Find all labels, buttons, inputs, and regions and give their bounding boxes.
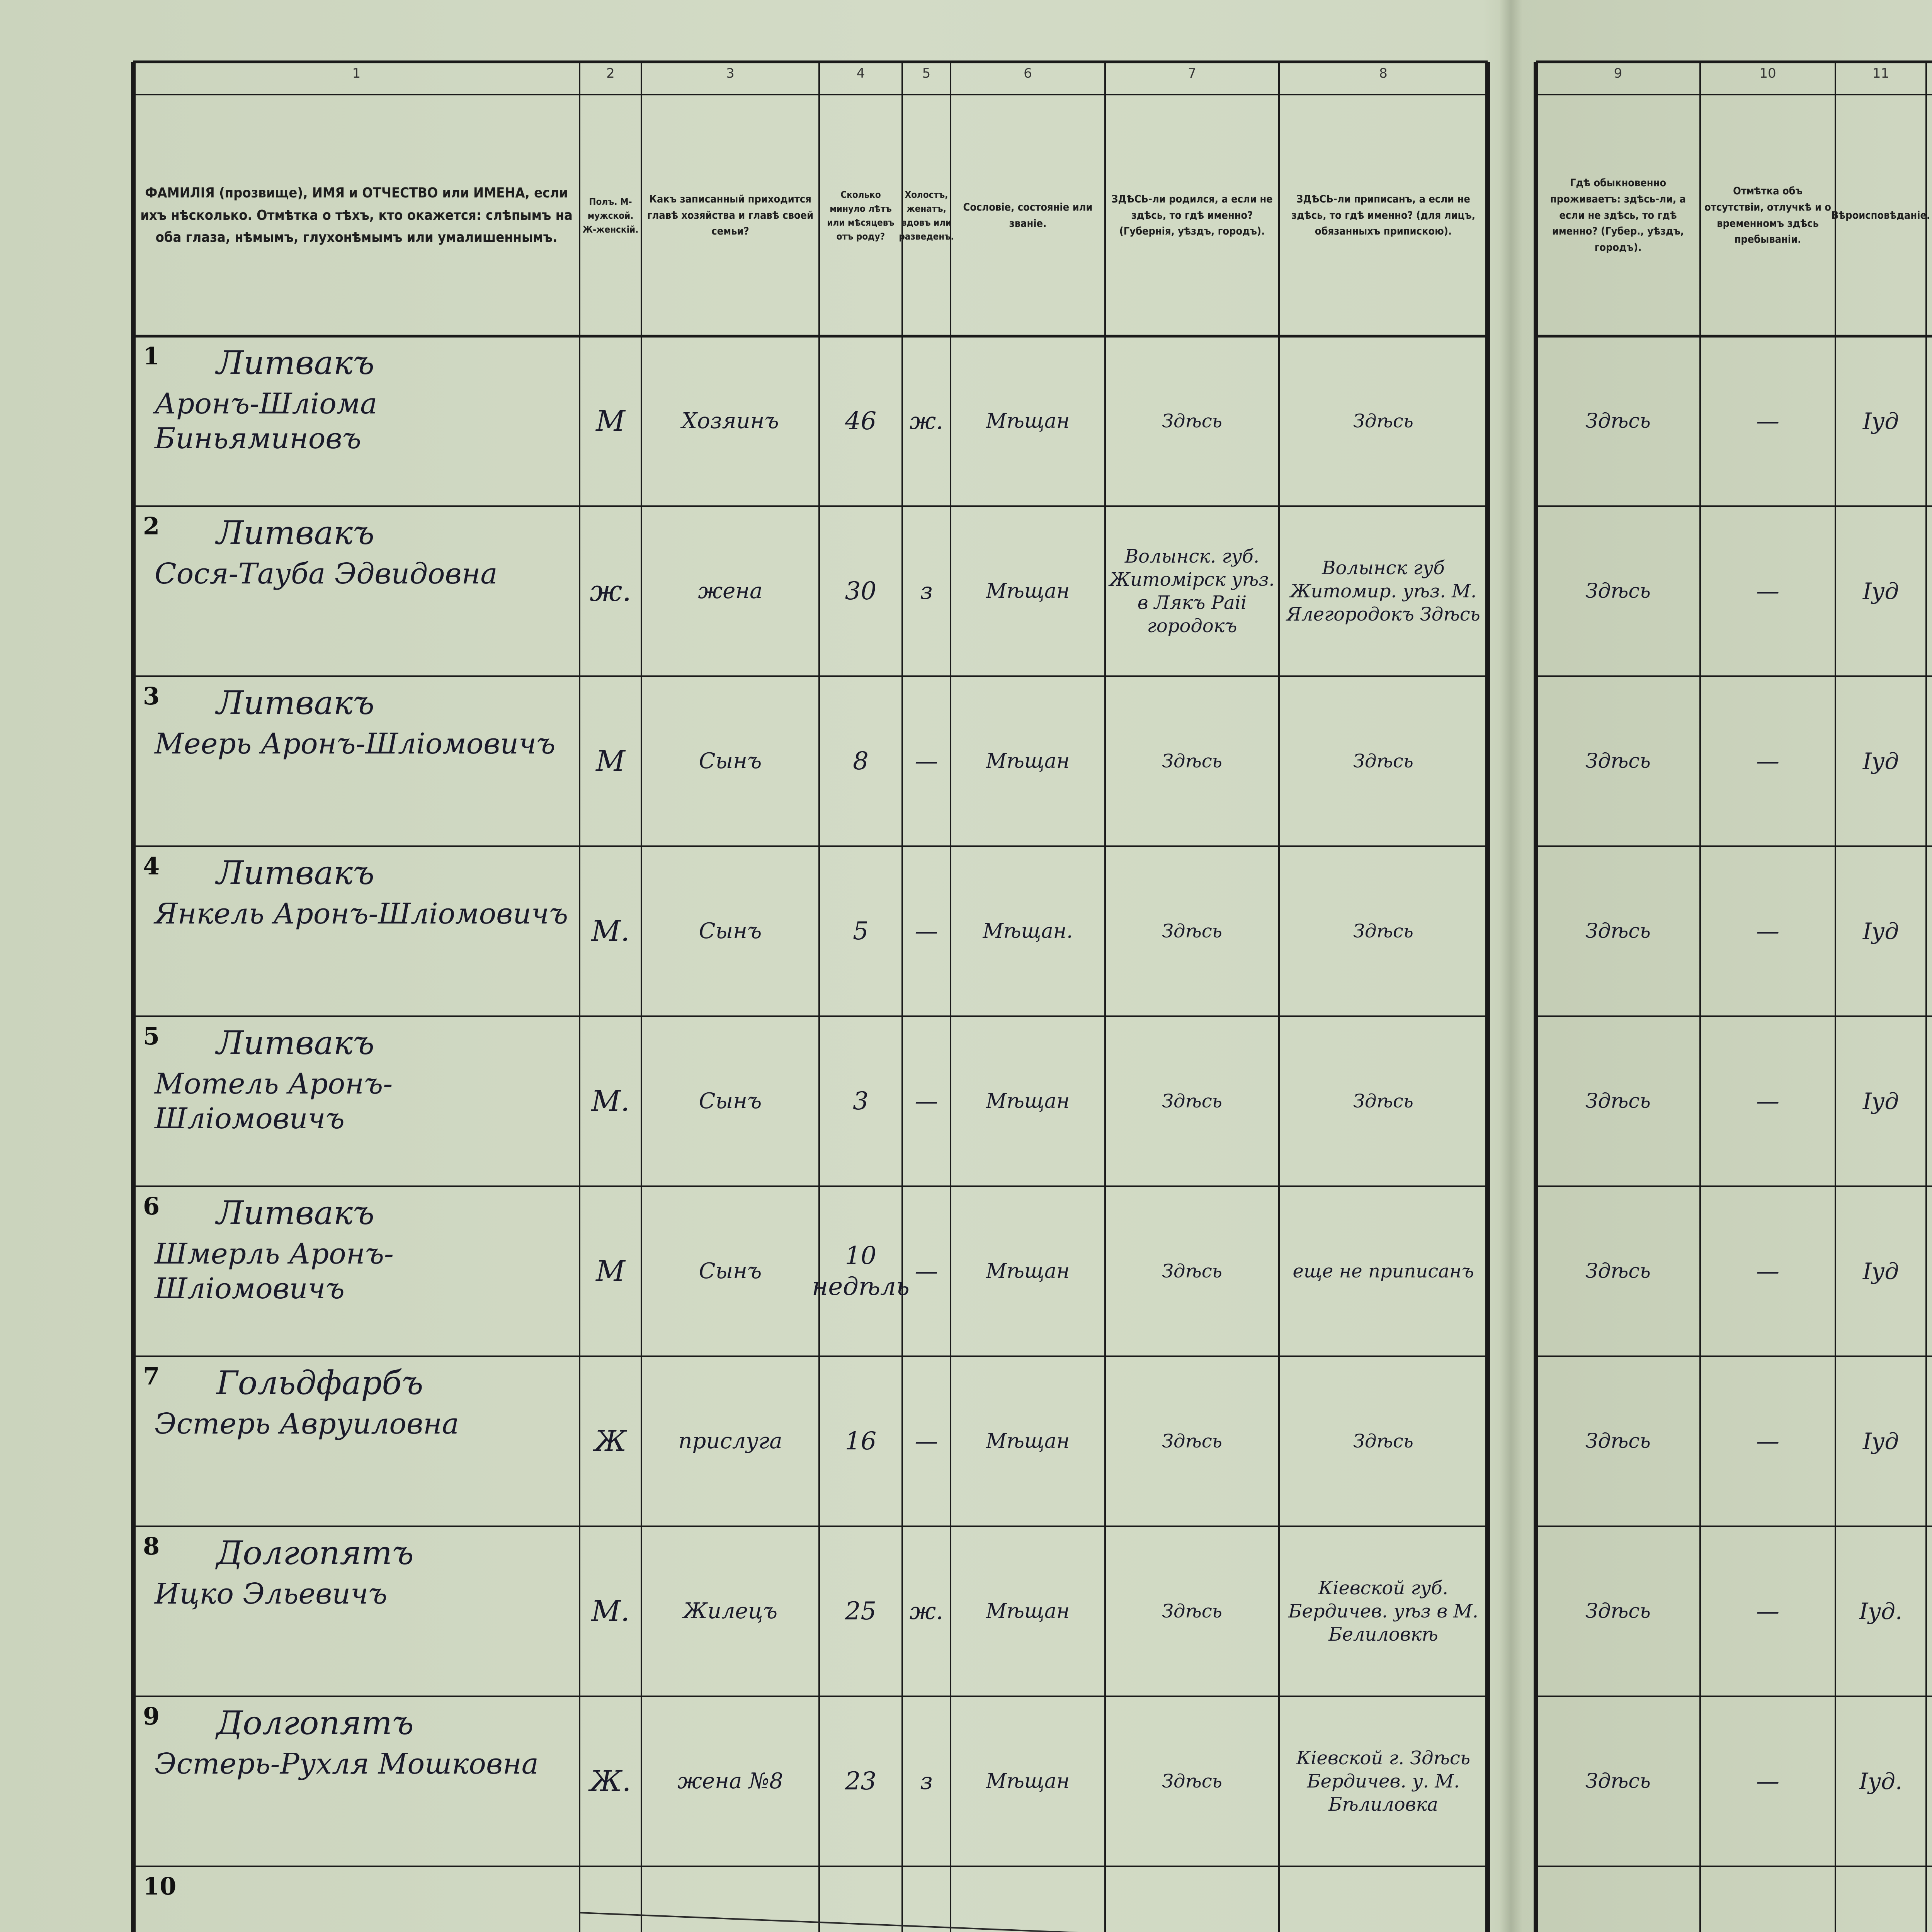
estate: Мѣщан bbox=[986, 1769, 1070, 1793]
marital: з bbox=[920, 577, 933, 605]
relation: жена bbox=[698, 578, 763, 604]
language bbox=[1929, 1538, 1932, 1685]
marital: з bbox=[920, 1767, 933, 1795]
row-number: 3 bbox=[143, 682, 160, 710]
registration: Здѣсь bbox=[1353, 920, 1413, 942]
residence: Здѣсь bbox=[1585, 1769, 1651, 1793]
registration: Кіевской губ. Бердичев. уѣз в М. Белиловкѣ bbox=[1288, 1577, 1478, 1645]
age: 23 bbox=[845, 1767, 877, 1796]
sex: М bbox=[596, 1254, 625, 1288]
relation: Жилецъ bbox=[683, 1599, 778, 1624]
header-name: ФАМИЛІЯ (прозвище), ИМЯ и ОТЧЕСТВО или ИМЕНА, если ихъ нѣсколько. Отмѣтка о тѣхъ, кто окажется: слѣпымъ на оба глаза, нѣмымъ, глухонѣмымъ или умалишеннымъ. bbox=[140, 185, 573, 246]
registration: Здѣсь bbox=[1353, 750, 1413, 772]
estate: Мѣщан bbox=[986, 1599, 1070, 1623]
absence: — bbox=[1756, 577, 1779, 605]
column-number: 3 bbox=[726, 66, 735, 81]
sex: М bbox=[596, 404, 625, 438]
header-birthplace: ЗДѢСЬ-ли родился, а если не здѣсь, то гдѣ именно? (Губернія, уѣздъ, городъ). bbox=[1111, 193, 1273, 238]
age: 46 bbox=[845, 407, 877, 435]
age: 3 bbox=[853, 1087, 869, 1116]
column-number bbox=[1926, 66, 1932, 95]
birthplace: Здѣсь bbox=[1162, 750, 1222, 772]
birthplace: Волынск. губ. Житомірск уѣз. в Лякъ Раіі городокъ bbox=[1109, 546, 1275, 637]
relation: прислуга bbox=[678, 1429, 782, 1454]
column-number: 9 bbox=[1614, 66, 1622, 81]
language bbox=[1929, 348, 1932, 495]
given-names: Янкель Аронъ-Шліомовичъ bbox=[155, 897, 568, 930]
header-age: Сколько минуло лѣтъ или мѣсяцевъ отъ роду? bbox=[827, 189, 895, 242]
residence: Здѣсь bbox=[1585, 1259, 1651, 1283]
language bbox=[1929, 688, 1932, 835]
marital: — bbox=[915, 747, 938, 775]
column-number: 10 bbox=[1759, 66, 1776, 81]
registration: Здѣсь bbox=[1353, 1430, 1413, 1452]
surname: Долгопятъ bbox=[216, 1534, 414, 1572]
relation: Хозяинъ bbox=[682, 408, 779, 434]
column-number: 6 bbox=[1024, 66, 1032, 81]
header-estate: Сословіе, состояніе или званіе. bbox=[963, 201, 1093, 230]
residence: Здѣсь bbox=[1585, 409, 1651, 433]
residence: Здѣсь bbox=[1585, 1429, 1651, 1453]
column-number: 1 bbox=[352, 66, 361, 81]
relation: Сынъ bbox=[699, 918, 762, 944]
religion: Іуд bbox=[1862, 1088, 1899, 1114]
registration: Кіевской г. Здѣсь Бердичев. у. М. Бѣлиловка bbox=[1296, 1747, 1470, 1815]
given-names: Шмерль Аронъ-Шліомовичъ bbox=[155, 1237, 394, 1306]
relation: Сынъ bbox=[699, 748, 762, 774]
registration: еще не приписанъ bbox=[1293, 1260, 1474, 1282]
age: 8 bbox=[853, 747, 869, 776]
header-registration: ЗДѢСЬ-ли приписанъ, а если не здѣсь, то гдѣ именно? (для лицъ, обязанныхъ припискою). bbox=[1291, 193, 1475, 238]
religion: Іуд bbox=[1862, 1258, 1899, 1284]
absence: — bbox=[1756, 1597, 1779, 1625]
absence: — bbox=[1756, 1087, 1779, 1115]
row-number: 7 bbox=[143, 1362, 160, 1390]
registration: Здѣсь bbox=[1353, 1090, 1413, 1112]
residence: Здѣсь bbox=[1585, 1089, 1651, 1113]
column-number: 7 bbox=[1188, 66, 1196, 81]
sex: Ж bbox=[594, 1424, 627, 1458]
given-names: Аронъ-Шліома Биньяминовъ bbox=[155, 387, 378, 456]
marital: — bbox=[915, 1087, 938, 1115]
language bbox=[1929, 518, 1932, 665]
birthplace: Здѣсь bbox=[1162, 1430, 1222, 1452]
relation: жена №8 bbox=[677, 1769, 783, 1794]
birthplace: Здѣсь bbox=[1162, 410, 1222, 432]
row-number: 6 bbox=[143, 1192, 160, 1220]
row-number: 1 bbox=[143, 342, 160, 370]
sex: М. bbox=[591, 1594, 630, 1628]
row-number: 5 bbox=[143, 1022, 160, 1050]
residence: Здѣсь bbox=[1585, 749, 1651, 773]
column-number: 2 bbox=[606, 66, 615, 81]
language bbox=[1929, 858, 1932, 1005]
surname: Долгопятъ bbox=[216, 1704, 414, 1742]
surname: Литвакъ bbox=[216, 684, 374, 722]
sex: Ж. bbox=[590, 1764, 631, 1798]
absence: — bbox=[1756, 1427, 1779, 1455]
sex: М. bbox=[591, 914, 630, 948]
birthplace: Здѣсь bbox=[1162, 1090, 1222, 1112]
residence: Здѣсь bbox=[1585, 579, 1651, 603]
language bbox=[1929, 1708, 1932, 1855]
sex: ж. bbox=[590, 574, 631, 608]
absence: — bbox=[1756, 747, 1779, 775]
row-number: 4 bbox=[143, 852, 160, 880]
given-names: Ицко Эльевичъ bbox=[155, 1577, 388, 1611]
religion: Іуд bbox=[1862, 408, 1899, 434]
relation: Сынъ bbox=[699, 1088, 762, 1114]
religion: Іуд bbox=[1862, 748, 1899, 774]
estate: Мѣщан bbox=[986, 1259, 1070, 1283]
absence: — bbox=[1756, 917, 1779, 945]
language bbox=[1929, 1198, 1932, 1345]
marital: — bbox=[915, 1427, 938, 1455]
residence: Здѣсь bbox=[1585, 919, 1651, 943]
given-names: Сося-Тауба Эдвидовна bbox=[155, 557, 498, 590]
religion: Іуд. bbox=[1859, 1598, 1903, 1624]
header-absence: Отмѣтка объ отсутствіи, отлучкѣ и о временномъ здѣсь пребываніи. bbox=[1704, 185, 1831, 246]
marital: ж. bbox=[909, 407, 944, 435]
estate: Мѣщан bbox=[986, 1089, 1070, 1113]
estate: Мѣщан bbox=[986, 579, 1070, 603]
header-relation: Какъ записанный приходится главѣ хозяйства и главѣ своей семьи? bbox=[647, 193, 814, 238]
given-names: Меерь Аронъ-Шліомовичъ bbox=[155, 727, 556, 760]
header-religion: Вѣроисповѣданіе. bbox=[1831, 209, 1930, 221]
age: 10 недѣль bbox=[812, 1242, 910, 1301]
birthplace: Здѣсь bbox=[1162, 1260, 1222, 1282]
given-names: Мотель Аронъ-Шліомовичъ bbox=[155, 1067, 393, 1136]
header-sex: Полъ. М-мужской. Ж-женскій. bbox=[582, 196, 639, 235]
registration: Здѣсь bbox=[1353, 410, 1413, 432]
estate: Мѣщан bbox=[986, 409, 1070, 433]
column-number: 8 bbox=[1379, 66, 1388, 81]
age: 5 bbox=[853, 917, 869, 946]
birthplace: Здѣсь bbox=[1162, 1770, 1222, 1792]
absence: — bbox=[1756, 407, 1779, 435]
surname: Литвакъ bbox=[216, 514, 374, 552]
given-names: Эстерь-Рухля Мошковна bbox=[155, 1747, 539, 1781]
registration: Волынск губ Житомир. уѣз. М. Ялегородокъ Здѣсь bbox=[1286, 557, 1480, 625]
surname: Гольдфарбъ bbox=[216, 1364, 423, 1402]
surname: Литвакъ bbox=[216, 1024, 374, 1062]
residence: Здѣсь bbox=[1585, 1599, 1651, 1623]
row-number: 8 bbox=[143, 1532, 160, 1560]
estate: Мѣщан bbox=[986, 1429, 1070, 1453]
religion: Іуд bbox=[1862, 1428, 1899, 1454]
age: 16 bbox=[845, 1427, 877, 1456]
language bbox=[1929, 1028, 1932, 1175]
row-number: 10 bbox=[143, 1872, 177, 1900]
marital: — bbox=[915, 1257, 938, 1285]
marital: ж. bbox=[909, 1597, 944, 1625]
sex: М bbox=[596, 744, 625, 778]
surname: Литвакъ bbox=[216, 854, 374, 892]
column-number: 5 bbox=[922, 66, 931, 81]
row-number: 9 bbox=[143, 1702, 160, 1730]
given-names: Эстерь Авруиловна bbox=[155, 1407, 459, 1440]
age: 25 bbox=[845, 1597, 877, 1626]
sex: М. bbox=[591, 1084, 630, 1118]
absence: — bbox=[1756, 1767, 1779, 1795]
column-number: 11 bbox=[1872, 66, 1889, 81]
header-marital: Холостъ, женатъ, вдовъ или разведенъ. bbox=[899, 189, 954, 242]
relation: Сынъ bbox=[699, 1259, 762, 1284]
language bbox=[1929, 1368, 1932, 1515]
column-number: 4 bbox=[856, 66, 865, 81]
birthplace: Здѣсь bbox=[1162, 1600, 1222, 1622]
marital: — bbox=[915, 917, 938, 945]
religion: Іуд bbox=[1862, 918, 1899, 944]
absence: — bbox=[1756, 1257, 1779, 1285]
surname: Литвакъ bbox=[216, 1194, 374, 1232]
header-language bbox=[1926, 95, 1932, 336]
header-residence: Гдѣ обыкновенно проживаетъ: здѣсь-ли, а если не здѣсь, то гдѣ именно? (Губер., уѣздъ, городъ). bbox=[1550, 177, 1686, 254]
row-number: 2 bbox=[143, 512, 160, 540]
surname: Литвакъ bbox=[216, 344, 374, 382]
estate: Мѣщан bbox=[986, 749, 1070, 773]
religion: Іуд bbox=[1862, 578, 1899, 604]
estate: Мѣщан. bbox=[983, 919, 1073, 943]
age: 30 bbox=[845, 577, 877, 605]
birthplace: Здѣсь bbox=[1162, 920, 1222, 942]
religion: Іуд. bbox=[1859, 1768, 1903, 1794]
